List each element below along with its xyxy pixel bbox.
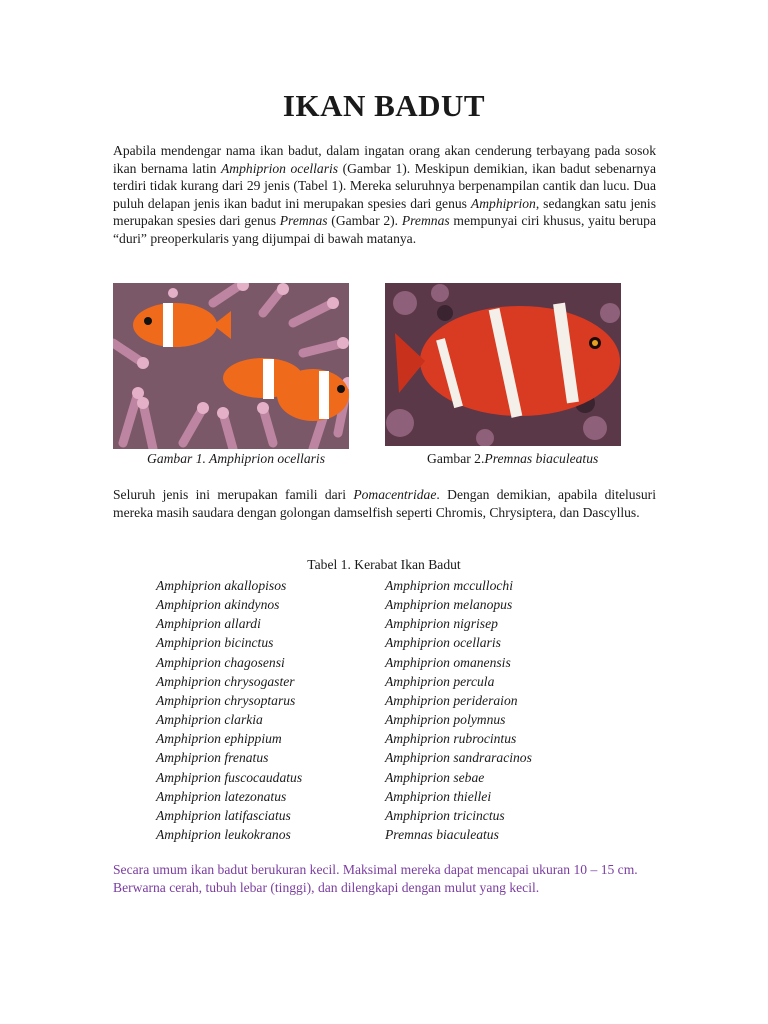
table-title: Tabel 1. Kerabat Ikan Badut <box>307 557 461 572</box>
species-item: Amphiprion melanopus <box>385 597 513 613</box>
species-item: Amphiprion omanensis <box>385 654 511 670</box>
text-run: . Dengan demikian, apabila ditelusuri mereka masih saudara dengan golongan damselfish seperti Chromis, Chrysiptera, dan Dascyllus. <box>113 487 656 520</box>
text-run: Pomacentridae <box>353 487 437 502</box>
species-item: Amphiprion ocellaris <box>385 635 501 651</box>
page-title: IKAN BADUT <box>282 88 486 123</box>
intro-paragraph <box>113 142 656 248</box>
species-item: Amphiprion fuscocaudatus <box>156 769 303 785</box>
text-run: Amphiprion ocellaris <box>221 160 339 176</box>
text-run: Amphiprion <box>470 195 536 211</box>
family-paragraph <box>113 486 656 521</box>
species-item: Amphiprion rubrocintus <box>385 731 517 747</box>
species-item: Amphiprion perideraion <box>385 692 518 708</box>
species-item: Amphiprion chrysoptarus <box>156 692 296 708</box>
species-item: Amphiprion chagosensi <box>156 654 285 670</box>
text-run: , sedangkan satu jenis merupakan spesies dari genus <box>113 195 656 229</box>
species-item: Amphiprion akallopisos <box>156 578 287 593</box>
species-item: Amphiprion sebae <box>385 769 485 785</box>
figure2-caption <box>427 451 598 467</box>
figure2-caption-species: Premnas biaculeatus <box>484 451 599 466</box>
text-run: Apabila mendengar nama ikan badut, dalam ingatan orang akan cenderung terbayang pada sosok ikan bernama latin <box>113 143 656 176</box>
species-item: Amphiprion ephippium <box>156 731 282 747</box>
figure2-caption-label: Gambar 2. <box>427 451 485 466</box>
text-run: Seluruh jenis ini merupakan famili dari <box>113 487 354 502</box>
species-item: Amphiprion thiellei <box>385 788 492 804</box>
text-run: (Gambar 1). Meskipun demikian, ikan badut sebenarnya terdiri tidak kurang dari 29 jenis (Tabel 1). Mereka seluruhnya berpenampilan cantik dan lucu. Dua puluh delapan jenis ikan badut ini merupakan spesies dari genus <box>113 160 657 211</box>
text-run: (Gambar 2). <box>327 213 402 229</box>
species-item: Amphiprion akindynos <box>156 597 280 613</box>
species-item: Amphiprion latezonatus <box>156 788 287 804</box>
species-item: Amphiprion allardi <box>156 616 261 632</box>
figure-amphiprion-ocellaris <box>113 283 349 449</box>
species-item: Amphiprion frenatus <box>156 750 269 766</box>
species-item: Amphiprion tricinctus <box>385 807 505 823</box>
species-item: Amphiprion mccullochi <box>385 578 513 593</box>
species-item: Amphiprion percula <box>385 673 495 689</box>
species-item: Amphiprion leukokranos <box>156 827 291 843</box>
text-run: Premnas <box>401 213 450 229</box>
species-item: Amphiprion clarkia <box>156 712 263 728</box>
species-item: Premnas biaculeatus <box>385 827 499 843</box>
species-list-left <box>156 576 302 844</box>
species-item: Amphiprion sandraracinos <box>385 750 532 766</box>
text-run: mempunyai ciri khusus, yaitu berupa “duri” preoperkularis yang dijumpai di bawah matanya. <box>113 213 656 246</box>
species-item: Amphiprion chrysogaster <box>156 673 295 689</box>
species-item: Amphiprion nigrisep <box>385 616 498 632</box>
species-item: Amphiprion latifasciatus <box>156 807 291 823</box>
figure-premnas-biaculeatus <box>385 283 621 446</box>
text-run: Premnas <box>279 213 328 229</box>
species-item: Amphiprion polymnus <box>385 712 506 728</box>
size-paragraph: Secara umum ikan badut berukuran kecil. Maksimal mereka dapat mencapai ukuran 10 – 15 cm. Berwarna cerah, tubuh lebar (tinggi), dan dilengkapi dengan mulut yang kecil. <box>113 862 638 895</box>
species-item: Amphiprion bicinctus <box>156 635 274 651</box>
species-list-right <box>385 576 532 844</box>
figure1-caption: Gambar 1. Amphiprion ocellaris <box>147 451 325 466</box>
clownfish-photo <box>113 283 349 449</box>
maroon-clownfish-photo <box>385 283 621 446</box>
